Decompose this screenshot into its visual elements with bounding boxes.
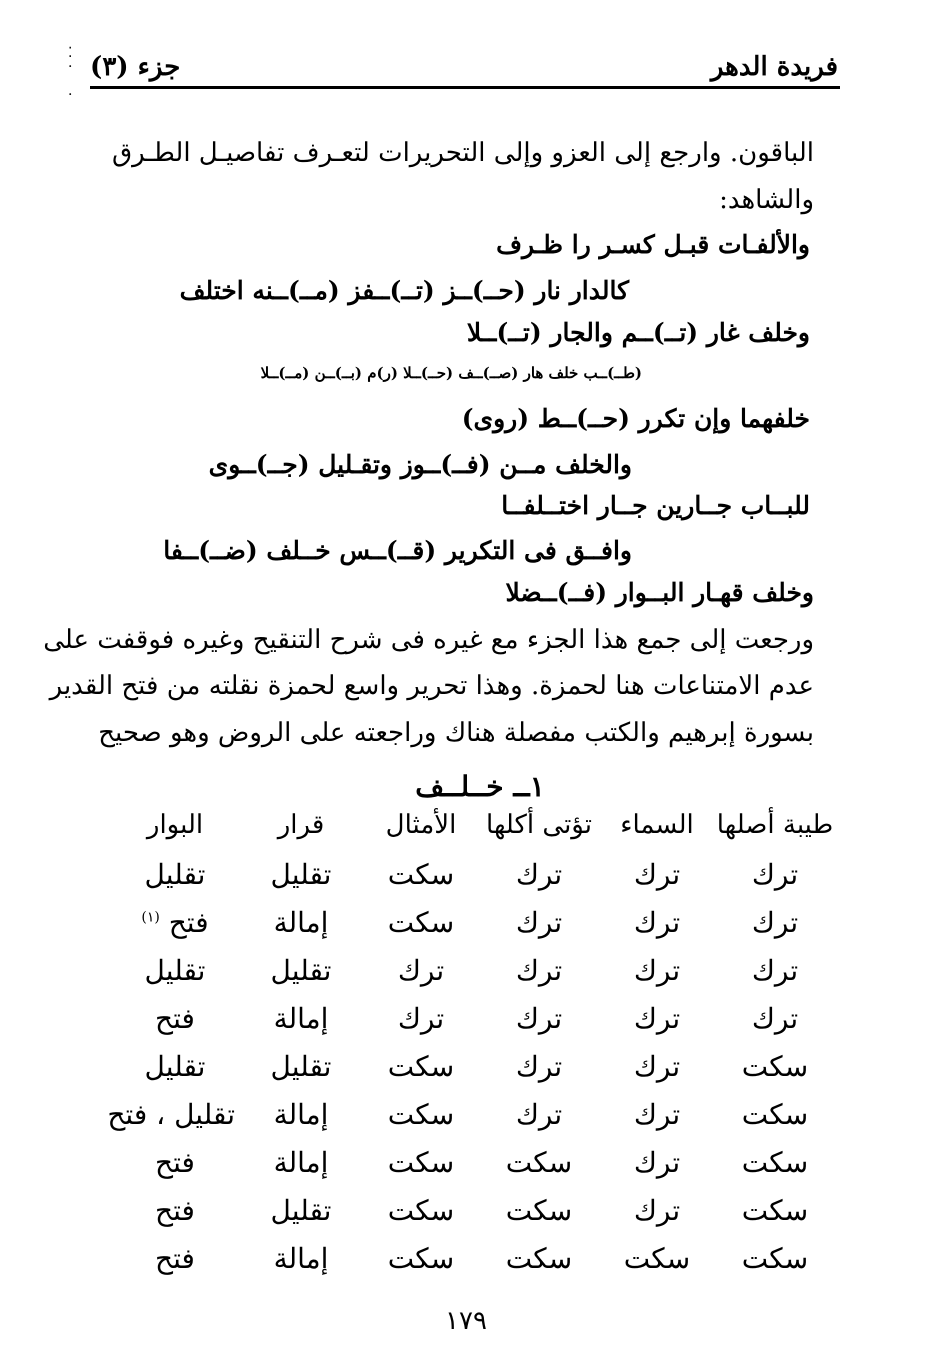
column-header: السماء [620, 810, 694, 840]
prose-line-2: والشاهد: [719, 185, 814, 215]
table-cell: ترك [633, 1050, 681, 1083]
table-cell: ترك [515, 1002, 563, 1035]
footnote-marker: (١) [141, 909, 160, 926]
table-row [95, 1194, 835, 1242]
table-cell: سكت [741, 1098, 809, 1131]
table-cell: ترك [633, 906, 681, 939]
table-cell: فتح [155, 1002, 195, 1035]
table-cell: ترك [397, 954, 445, 987]
verse-line-9: وخلف قهـار البــوار (فــ)ــضلا [505, 578, 814, 607]
table-cell-with-footnote [115, 906, 235, 939]
table-cell: سكت [623, 1242, 691, 1275]
table-cell: ترك [633, 1098, 681, 1131]
prose-line-5: بسورة إبرهيم والكتب مفصلة هناك وراجعته على الروض وهو صحيح [98, 718, 814, 748]
table-row [95, 1002, 835, 1050]
table-cell: سكت [505, 1242, 573, 1275]
table-row [95, 1146, 835, 1194]
table-title: ١ــ خــلــف [415, 770, 545, 803]
table-cell: ترك [633, 954, 681, 987]
table-cell: تقليل [144, 1050, 206, 1083]
table-cell: فتح [155, 1194, 195, 1227]
table-cell: ترك [397, 1002, 445, 1035]
table-cell: ترك [633, 1194, 681, 1227]
running-header [90, 40, 838, 86]
table-cell: سكت [741, 1242, 809, 1275]
table-row [95, 954, 835, 1002]
table-cell: فتح [155, 1242, 195, 1275]
table-cell: ترك [633, 1002, 681, 1035]
page-number: ١٧٩ [445, 1306, 487, 1336]
table-cell: ترك [515, 954, 563, 987]
prose-line-4: عدم الامتناعات هنا لحمزة. وهذا تحرير واسع لحمزة نقلته من فتح القدير [49, 671, 814, 701]
verse-line-2: كالدار نار (حــ)ــز (تــ)ــفز (مــ)ــنه اختلف [179, 276, 629, 305]
table-cell: فتح [155, 1146, 195, 1179]
verse-line-6: والخلف مــن (فــ)ــوز وتقـليل (جــ)ــوى [208, 450, 632, 479]
table-cell: إمالة [273, 1146, 329, 1179]
verse-line-8: وافــق فى التكرير (قــ)ــس خــلف (ضــ)ــفا [163, 536, 632, 565]
verse-line-4: (طــ)ــب خلف هار (صــ)ــف (حــ)ــلا (ر)م (بــ)ــن (مــ)ــلا [260, 364, 642, 382]
table-cell: ترك [751, 906, 799, 939]
table-cell: سكت [387, 1050, 455, 1083]
table-cell: تقليل [144, 954, 206, 987]
table-row [95, 1098, 835, 1146]
table-row [95, 1050, 835, 1098]
column-header: تؤتى أكلها [486, 810, 592, 840]
table-cell: ترك [633, 858, 681, 891]
table-cell: سكت [741, 1146, 809, 1179]
table-row [95, 858, 835, 906]
prose-line-3: ورجعت إلى جمع هذا الجزء مع غيره فى شرح التنقيح وغيره فوقفت على [43, 625, 814, 655]
column-header: قرار [277, 810, 325, 840]
table-cell: إمالة [273, 1002, 329, 1035]
table-cell: سكت [741, 1194, 809, 1227]
table-cell: تقليل [270, 1050, 332, 1083]
table-cell: ترك [633, 1146, 681, 1179]
verse-line-3: وخلف غار (تــ)ــم والجار (تــ)ــلا [466, 318, 810, 347]
table-cell: تقليل [270, 954, 332, 987]
table-cell: إمالة [273, 906, 329, 939]
header-rule [90, 86, 840, 89]
table-cell: ترك [751, 954, 799, 987]
table-cell: سكت [387, 1242, 455, 1275]
column-header: طيبة أصلها [716, 810, 834, 840]
verse-line-7: للبــاب جــارين جــار اختــلفــا [501, 491, 810, 520]
table-cell: تقليل [270, 1194, 332, 1227]
readings-table [95, 810, 835, 1290]
table-cell: تقليل [270, 858, 332, 891]
table-cell: ترك [515, 1098, 563, 1131]
table-cell: تقليل [144, 858, 206, 891]
table-cell: سكت [387, 1194, 455, 1227]
table-row [95, 1242, 835, 1290]
table-cell: ترك [751, 858, 799, 891]
table-cell-text: فتح [168, 906, 209, 939]
table-cell: سكت [387, 1146, 455, 1179]
table-cell: إمالة [273, 1242, 329, 1275]
table-row [95, 906, 835, 954]
table-cell: ترك [751, 1002, 799, 1035]
column-header: البوار [146, 810, 204, 840]
part-number: جزء (٣) [90, 52, 181, 82]
verse-line-1: والألفـات قبـل كسـر را ظـرف [496, 230, 810, 259]
table-cell: تقليل ، فتح [107, 1098, 235, 1131]
margin-dots: ⁚ · · [68, 45, 73, 103]
table-cell: سكت [505, 1146, 573, 1179]
table-header-row [95, 810, 835, 858]
table-cell: سكت [741, 1050, 809, 1083]
table-cell: ترك [515, 906, 563, 939]
table-cell: سكت [505, 1194, 573, 1227]
table-cell: سكت [387, 858, 455, 891]
book-title: فريدة الدهر [710, 52, 838, 82]
table-cell: سكت [387, 1098, 455, 1131]
table-cell: ترك [515, 1050, 563, 1083]
table-cell: سكت [387, 906, 455, 939]
column-header: الأمثال [385, 810, 457, 840]
verse-line-5: خلفهما وإن تكرر (حــ)ــط (روى) [461, 404, 810, 433]
prose-line-1: الباقون. وارجع إلى العزو وإلى التحريرات لتعـرف تفاصيـل الطـرق [111, 138, 814, 168]
table-cell: ترك [515, 858, 563, 891]
table-cell: إمالة [273, 1098, 329, 1131]
